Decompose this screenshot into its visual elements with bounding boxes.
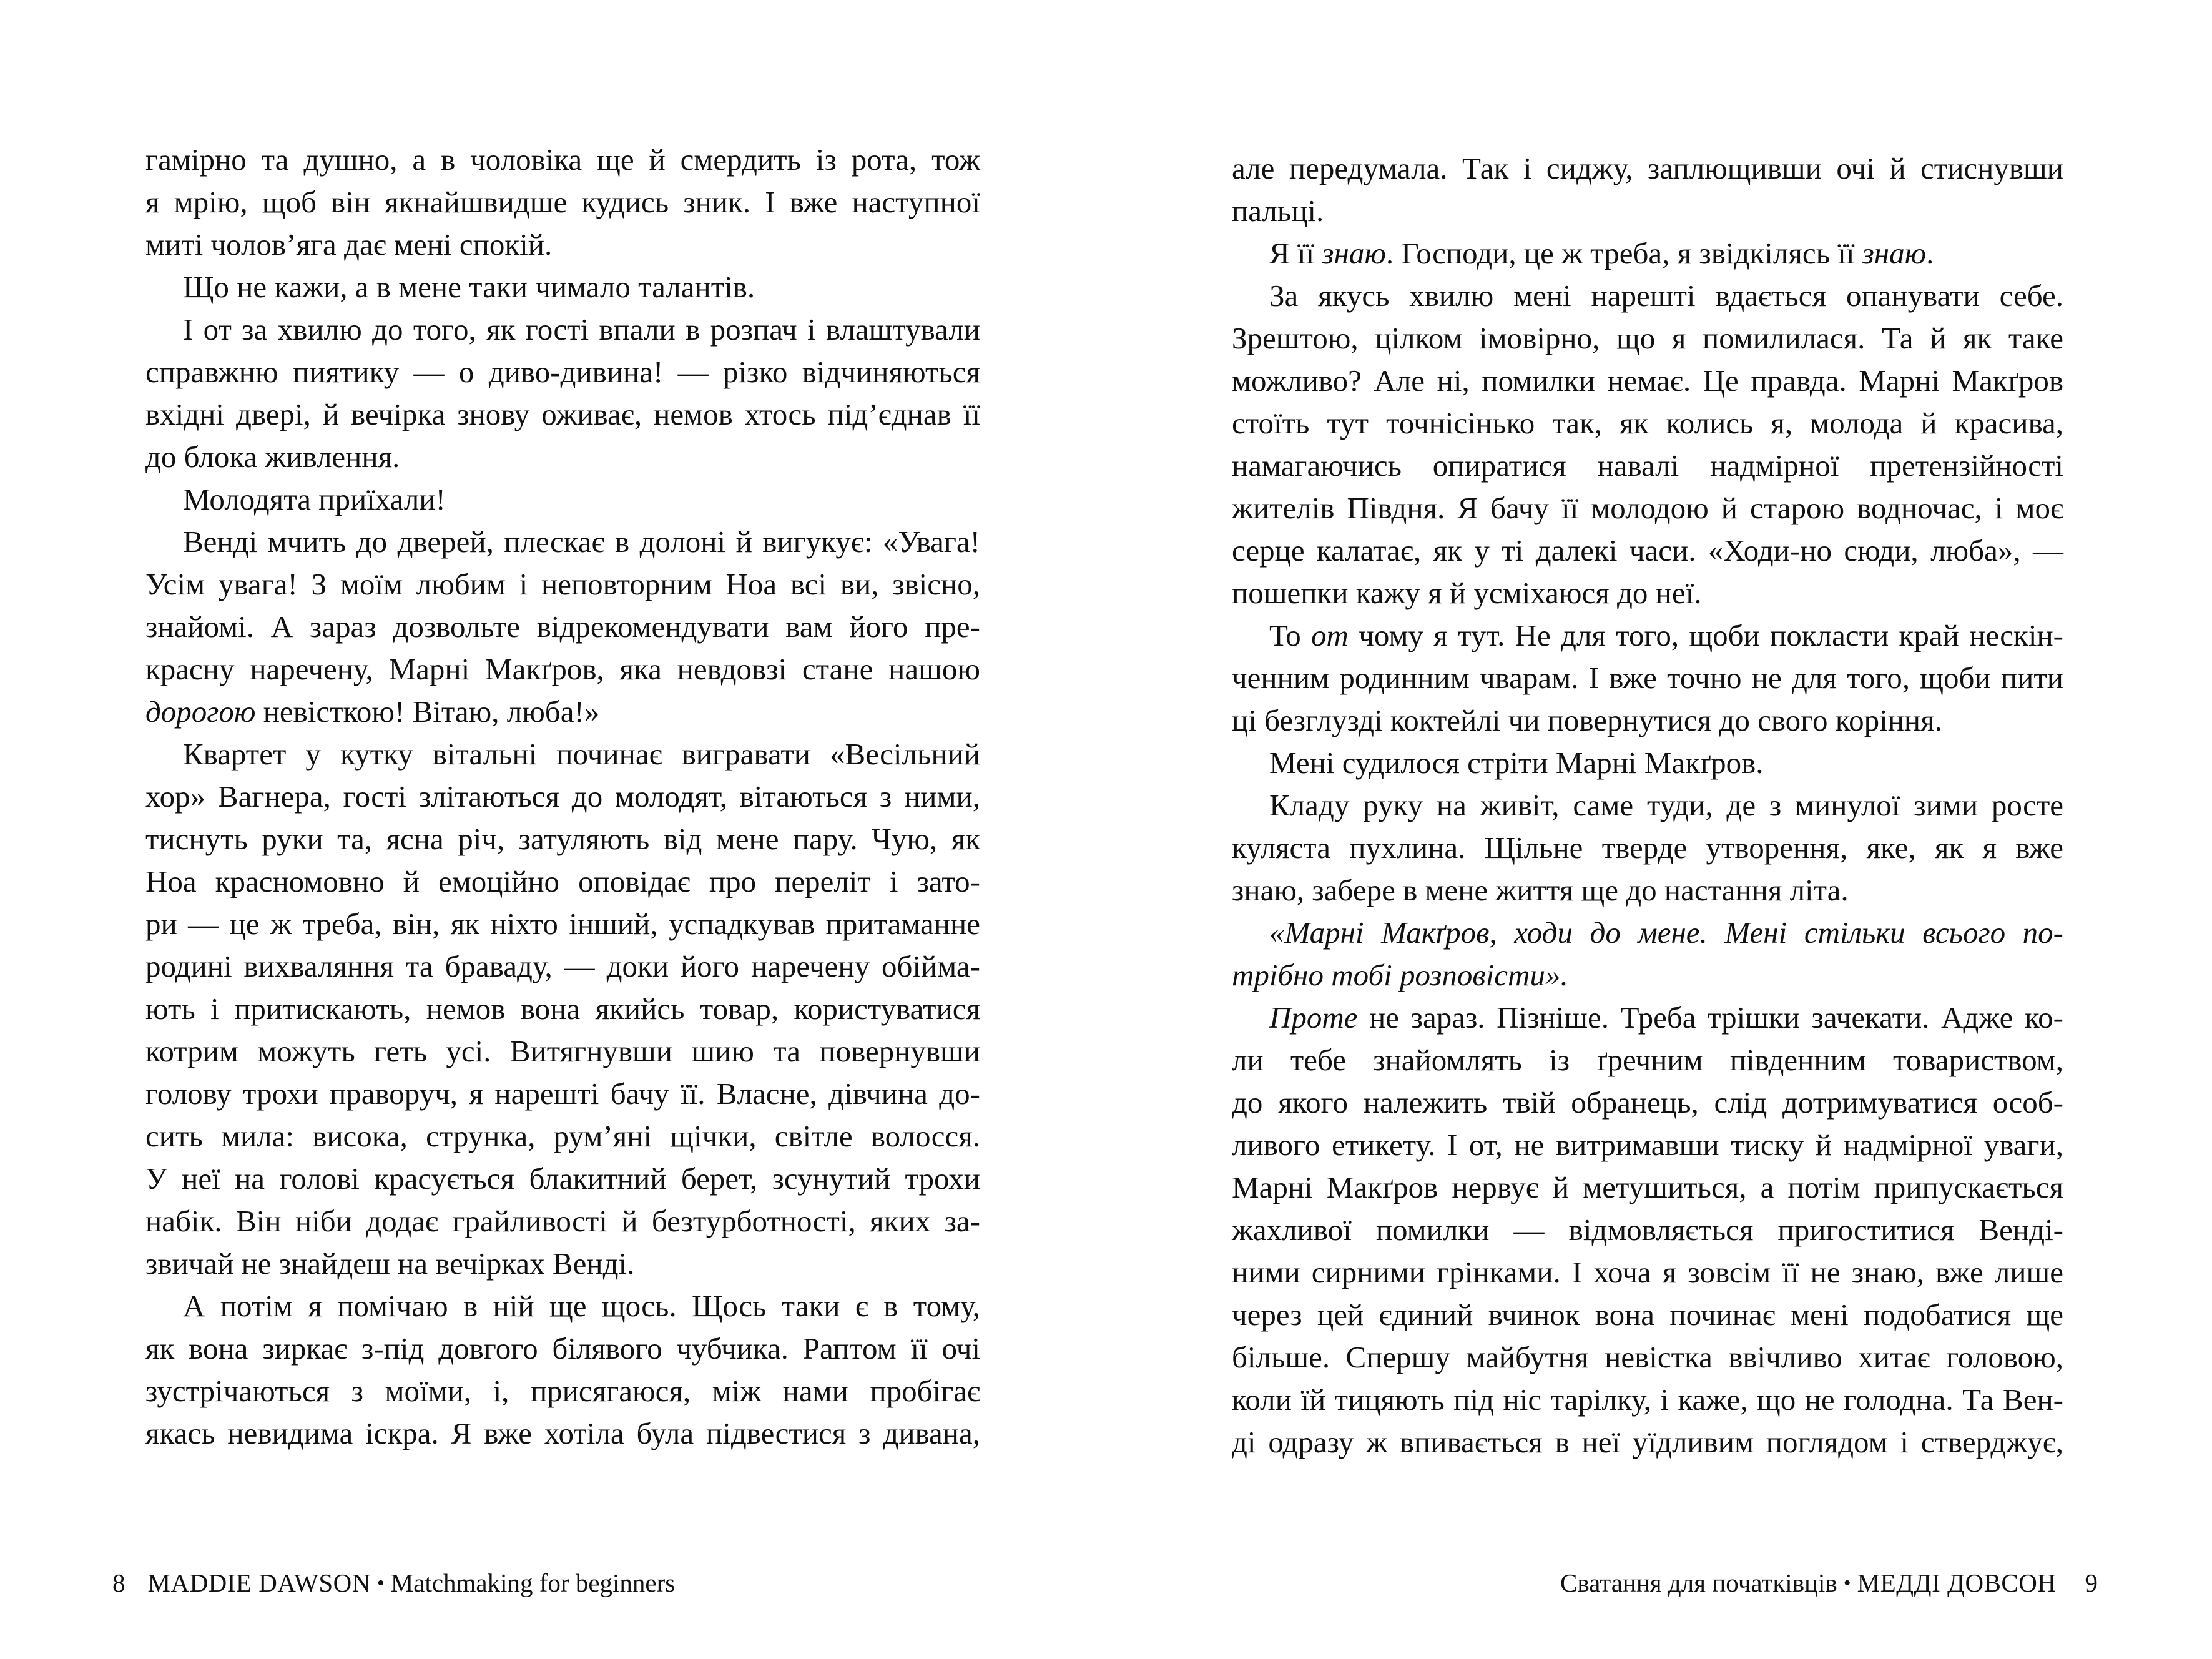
italic-emphasis: знаю bbox=[1862, 236, 1927, 270]
text-run: І от за хвилю до того, як гості впали в розпач і влаштували bbox=[183, 312, 980, 347]
text-run: котрим можуть геть усі. Витягнувши шию та повернувши bbox=[145, 1034, 980, 1068]
text-run: намагаючись опиратися навалі надмірної претензійності bbox=[1232, 448, 2063, 483]
text-line bbox=[145, 351, 980, 393]
text-line bbox=[145, 1370, 980, 1412]
text-run: гамірно та душно, а в чоловіка ще й смердить із рота, тож bbox=[145, 142, 980, 177]
text-run: жителів Півдня. Я бачу її молодою й старою водночас, і моє bbox=[1232, 491, 2063, 525]
text-line bbox=[145, 775, 980, 818]
text-line bbox=[145, 1158, 980, 1200]
text-run: голову трохи праворуч, я нарешті бачу її. Власне, дівчина до- bbox=[145, 1076, 980, 1111]
text-line bbox=[145, 818, 980, 860]
text-line bbox=[1232, 529, 2063, 572]
text-run: чому я тут. Не для того, щоби покласти край нескін- bbox=[1348, 618, 2063, 652]
left-page-footer bbox=[112, 1564, 675, 1604]
text-run: жахливої помилки — відмовляється пригоститися Венді- bbox=[1232, 1213, 2063, 1247]
text-line bbox=[1232, 614, 2063, 657]
text-run: невісткою! Вітаю, люба!» bbox=[255, 694, 600, 729]
text-line bbox=[145, 224, 980, 266]
running-title: Matchmaking for beginners bbox=[390, 1568, 676, 1597]
text-line bbox=[145, 393, 980, 436]
text-run: але передумала. Так і сиджу, заплющивши очі й стиснувши bbox=[1232, 151, 2063, 185]
page-number: 8 bbox=[112, 1568, 125, 1597]
text-line bbox=[145, 988, 980, 1030]
text-line bbox=[145, 181, 980, 224]
text-line bbox=[145, 1412, 980, 1455]
text-run: «Марні Макґров, ходи до мене. Мені стільки всього по- bbox=[1269, 915, 2063, 950]
text-line bbox=[1232, 1251, 2063, 1294]
text-line bbox=[145, 478, 980, 521]
text-line bbox=[145, 691, 980, 733]
text-run: як вона зиркає з-під довгого білявого чубчика. Раптом її очі bbox=[145, 1331, 980, 1366]
text-run: красну наречену, Марні Макґров, яка невдовзі стане нашою bbox=[145, 652, 980, 686]
running-title: Сватання для початківців bbox=[1560, 1568, 1837, 1597]
text-line bbox=[1232, 954, 2063, 997]
right-page-body bbox=[1232, 147, 2063, 1464]
text-run: Я її bbox=[1269, 236, 1322, 270]
text-run: ними сирними грінками. І хоча я зовсім її не знаю, вже лише bbox=[1232, 1255, 2063, 1289]
text-line bbox=[1232, 912, 2063, 954]
text-run: до якого належить твій обранець, слід дотримуватися особ- bbox=[1232, 1085, 2063, 1120]
text-line bbox=[1232, 699, 2063, 742]
text-run: звичай не знайдеш на вечірках Венді. bbox=[145, 1246, 635, 1281]
right-page bbox=[1106, 0, 2212, 1659]
text-line bbox=[145, 1285, 980, 1327]
text-run: знайомі. А зараз дозвольте відрекомендувати вам його пре- bbox=[145, 609, 980, 644]
text-line bbox=[1232, 1421, 2063, 1464]
text-line bbox=[145, 1200, 980, 1243]
text-line bbox=[145, 945, 980, 988]
text-line bbox=[145, 860, 980, 903]
text-run: ли тебе знайомлять із ґречним південним товариством, bbox=[1232, 1043, 2063, 1077]
text-line bbox=[145, 733, 980, 775]
text-run: То bbox=[1269, 618, 1312, 652]
text-run: Ноа красномовно й емоційно оповідає про переліт і зато- bbox=[145, 864, 980, 898]
text-run: коли їй тицяють під ніс тарілку, і каже, що не голодна. Та Вен- bbox=[1232, 1382, 2063, 1417]
text-line bbox=[145, 1115, 980, 1158]
text-line bbox=[1232, 190, 2063, 232]
italic-emphasis: знаю bbox=[1322, 236, 1386, 270]
text-run: ють і притискають, немов вона якийсь товар, користуватися bbox=[145, 992, 980, 1026]
text-line bbox=[1232, 1294, 2063, 1336]
left-page-body bbox=[145, 139, 980, 1455]
text-line bbox=[145, 139, 980, 181]
text-line bbox=[145, 1073, 980, 1115]
text-run: ливого етикету. І от, не витримавши тиску й надмірної уваги, bbox=[1232, 1128, 2063, 1162]
text-run: хор» Вагнера, гості злітаються до молодят, вітаються з ними, bbox=[145, 779, 980, 814]
text-run: не зараз. Пізніше. Треба трішки зачекати. Адже ко- bbox=[1357, 1000, 2063, 1035]
text-line bbox=[145, 903, 980, 945]
text-run: я мрію, щоб він якнайшвидше кудись зник. І вже наступної bbox=[145, 185, 980, 219]
text-line bbox=[1232, 827, 2063, 869]
text-run: якась невидима іскра. Я вже хотіла була підвестися з дивана, bbox=[145, 1416, 980, 1450]
text-line bbox=[145, 521, 980, 563]
running-author: МЕДДІ ДОВСОН bbox=[1857, 1568, 2057, 1597]
text-run: ри — це ж треба, він, як ніхто інший, успадкував притаманне bbox=[145, 907, 980, 941]
page-number: 9 bbox=[2085, 1568, 2098, 1597]
text-line bbox=[1232, 997, 2063, 1039]
text-run: У неї на голові красується блакитний берет, зсунутий трохи bbox=[145, 1161, 980, 1196]
text-run: Мені судилося стріти Марні Макґров. bbox=[1269, 746, 1764, 780]
text-run: . Господи, це ж треба, я звідкілясь її bbox=[1385, 236, 1862, 270]
text-line bbox=[1232, 1124, 2063, 1166]
text-line bbox=[1232, 742, 2063, 784]
text-run: сить мила: висока, струнка, рум’яні щічки, світле волосся. bbox=[145, 1119, 980, 1153]
running-author: MADDIE DAWSON bbox=[147, 1568, 371, 1597]
text-run: Зрештою, цілком імовірно, що я помилилася. Та й як таке bbox=[1232, 321, 2063, 355]
text-run: тиснуть руки та, ясна річ, затуляють від мене пару. Чую, як bbox=[145, 822, 980, 856]
text-run: більше. Спершу майбутня невістка ввічливо хитає головою, bbox=[1232, 1340, 2063, 1374]
text-run: Кладу руку на живіт, саме туди, де з минулої зими росте bbox=[1269, 788, 2063, 822]
text-run: вхідні двері, й вечірка знову оживає, немов хтось під’єднав її bbox=[145, 397, 980, 431]
text-run: пошепки кажу я й усміхаюся до неї. bbox=[1232, 576, 1702, 610]
text-line bbox=[1232, 360, 2063, 402]
text-run: трібно тобі розповісти». bbox=[1232, 958, 1568, 992]
text-run: знаю, забере в мене життя ще до настання літа. bbox=[1232, 873, 1849, 907]
bullet-separator-icon: • bbox=[376, 1572, 385, 1595]
text-line bbox=[1232, 657, 2063, 699]
text-line bbox=[1232, 784, 2063, 827]
text-line bbox=[145, 563, 980, 606]
text-run: Усім увага! З моїм любим і неповторним Ноа всі ви, звісно, bbox=[145, 567, 980, 601]
text-run: За якусь хвилю мені нарешті вдається опанувати себе. bbox=[1269, 278, 2063, 313]
text-line bbox=[145, 606, 980, 648]
text-run: Що не кажи, а в мене таки чимало талантів. bbox=[183, 270, 755, 304]
text-line bbox=[1232, 1209, 2063, 1251]
italic-emphasis: Проте bbox=[1269, 1000, 1358, 1035]
text-line bbox=[1232, 317, 2063, 360]
italic-emphasis: от bbox=[1311, 618, 1349, 652]
text-line bbox=[1232, 1379, 2063, 1421]
text-run: родині вихваляння та браваду, — доки його наречену обійма- bbox=[145, 949, 980, 983]
text-line bbox=[1232, 1166, 2063, 1209]
text-line bbox=[1232, 1081, 2063, 1124]
text-run: Марні Макґров нервує й метушиться, а потім припускається bbox=[1232, 1170, 2063, 1204]
text-run: до блока живлення. bbox=[145, 440, 400, 474]
text-run: Квартет у кутку вітальні починає вигравати «Весільний bbox=[183, 737, 980, 771]
text-line bbox=[145, 308, 980, 351]
text-run: пальці. bbox=[1232, 194, 1324, 228]
text-run: серце калатає, як у ті далекі часи. «Ходи-но сюди, люба», — bbox=[1232, 533, 2063, 568]
text-run: через цей єдиний вчинок вона починає мені подобатися ще bbox=[1232, 1297, 2063, 1332]
text-line bbox=[145, 1030, 980, 1073]
text-line bbox=[1232, 572, 2063, 614]
bullet-separator-icon: • bbox=[1843, 1572, 1851, 1595]
text-run: куляста пухлина. Щільне тверде утворення, яке, як я вже bbox=[1232, 830, 2063, 865]
text-run: Молодята приїхали! bbox=[183, 482, 446, 516]
text-run: справжню пиятику — о диво-дивина! — різко відчиняються bbox=[145, 355, 980, 389]
text-line bbox=[1232, 232, 2063, 275]
text-line bbox=[145, 436, 980, 478]
text-line bbox=[145, 648, 980, 691]
text-line bbox=[145, 266, 980, 308]
text-line bbox=[1232, 402, 2063, 445]
text-run: можливо? Але ні, помилки немає. Це правда. Марні Макґров bbox=[1232, 363, 2063, 398]
text-line bbox=[145, 1243, 980, 1285]
text-line bbox=[1232, 445, 2063, 487]
text-run: зустрічаються з моїми, і, присягаюся, між нами пробігає bbox=[145, 1374, 980, 1408]
text-run: миті чолов’яга дає мені спокій. bbox=[145, 227, 553, 262]
italic-emphasis: дорогою bbox=[145, 694, 256, 729]
text-line bbox=[145, 1327, 980, 1370]
text-line bbox=[1232, 869, 2063, 912]
text-run: А потім я помічаю в ній ще щось. Щось таки є в тому, bbox=[183, 1289, 980, 1323]
text-run: ді одразу ж впивається в неї уїдливим поглядом і стверджує, bbox=[1232, 1425, 2063, 1459]
text-run: стоїть тут точнісінько так, як колись я, молода й красива, bbox=[1232, 406, 2063, 440]
text-run: набік. Він ніби додає грайливості й безтурботності, яких за- bbox=[145, 1204, 980, 1238]
text-line bbox=[1232, 487, 2063, 529]
text-run: ці безглузді коктейлі чи повернутися до свого коріння. bbox=[1232, 703, 1942, 737]
right-page-footer bbox=[1560, 1564, 2098, 1604]
text-run: ченним родинним чварам. І вже точно не для того, щоби пити bbox=[1232, 661, 2063, 695]
text-line bbox=[1232, 1039, 2063, 1081]
text-run: Венді мчить до дверей, плескає в долоні й вигукує: «Увага! bbox=[183, 524, 980, 559]
text-run: . bbox=[1926, 236, 1934, 270]
text-line bbox=[1232, 275, 2063, 317]
text-line bbox=[1232, 147, 2063, 190]
text-line bbox=[1232, 1336, 2063, 1379]
